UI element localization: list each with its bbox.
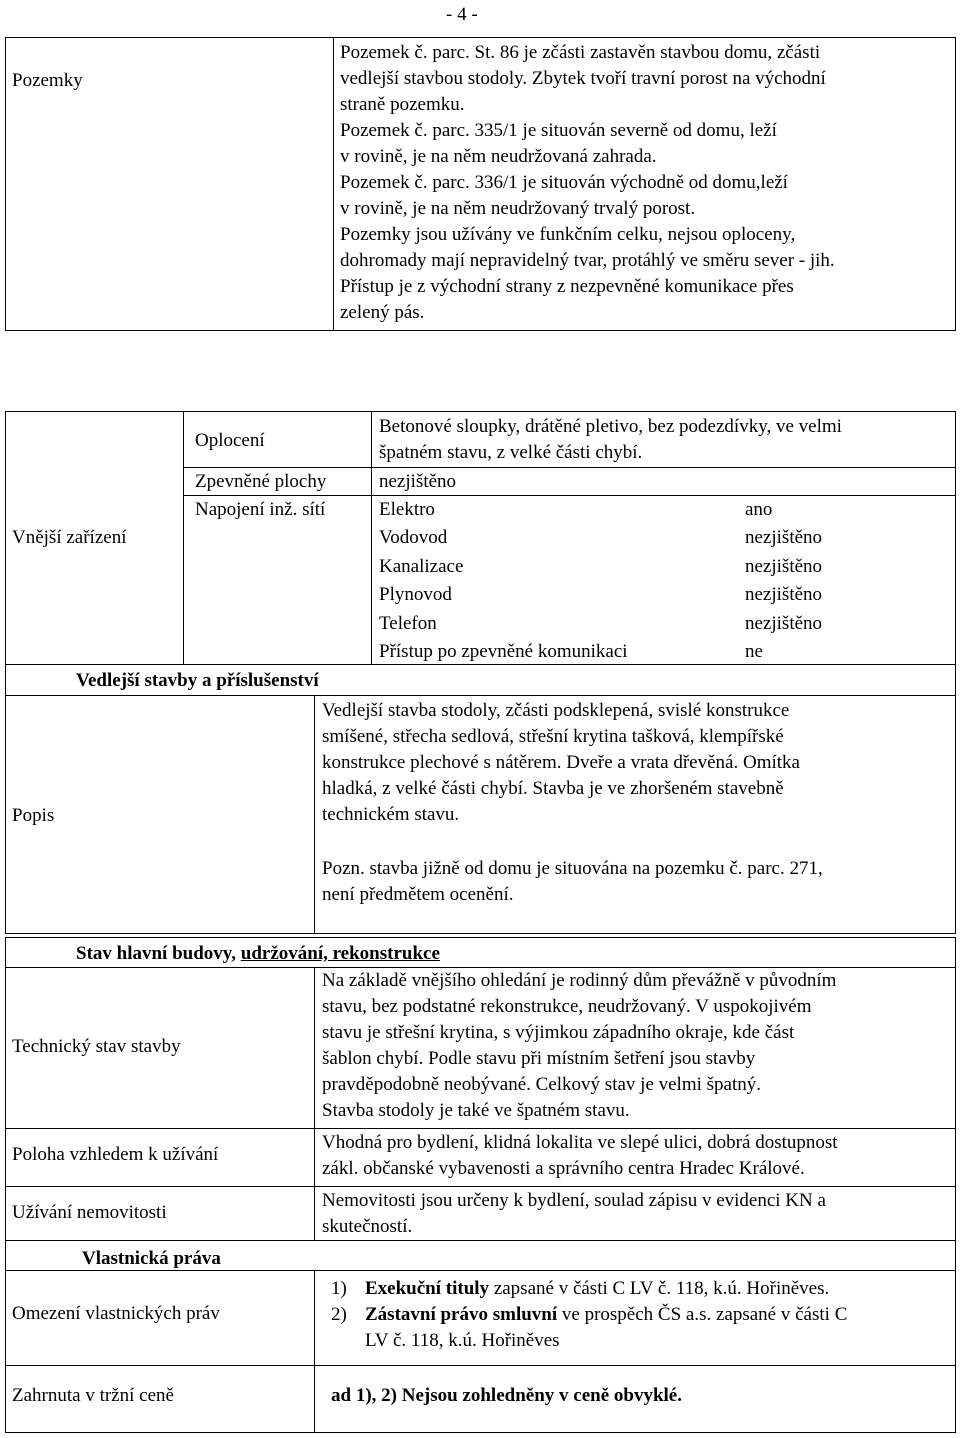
- zpevnene-label: Zpevněné plochy: [195, 471, 327, 492]
- vedlejsi-heading: Vedlejší stavby a příslušenství: [76, 670, 319, 691]
- site-list: [379, 497, 823, 667]
- poloha-value: Vhodná pro bydlení, klidná lokalita ve slepé ulici, dobrá dostupnost zákl. občanské vybavenosti a správního centra Hradec Králové.: [322, 1132, 838, 1179]
- site-row: Plynovod nezjištěno: [379, 584, 823, 606]
- vlastnicka-heading: Vlastnická práva: [82, 1248, 221, 1269]
- technicky-stav-label: Technický stav stavby: [12, 1036, 181, 1057]
- omezeni-label: Omezení vlastnických práv: [12, 1303, 220, 1324]
- uzivani-value: Nemovitosti jsou určeny k bydlení, soulad zápisu v evidenci KN a skutečností.: [322, 1190, 826, 1237]
- site-row: Přístup po zpevněné komunikaci ne: [379, 640, 763, 662]
- uzivani-label: Užívání nemovitosti: [12, 1202, 167, 1223]
- site-row: Vodovod nezjištěno: [379, 527, 823, 549]
- vedlejsi-description: Vedlejší stavba stodoly, zčásti podsklepená, svislé konstrukce smíšené, střecha sedlová, střešní krytina tašková, klempířské konstrukce plechové s nátěrem. Dveře a vrata dřevěná. Omítka hladká, z velké části chybí. Stavba je ve zhoršeném stavebně technickém stavu.: [322, 700, 800, 825]
- site-row: Telefon nezjištěno: [379, 612, 823, 634]
- technicky-stav-value: Na základě vnějšího ohledání je rodinný dům převážně v původním stavu, bez podstatné rekonstrukce, neudržovaný. V uspokojivém stavu je střešní krytina, s výjimkou západního okraje, kde část šablon chybí. Podle stavu při místním šetření jsou stavby pravděpodobně neobývané. Celkový stav je velmi špatný. Stavba stodoly je také ve špatném stavu.: [322, 970, 837, 1121]
- site-row: Kanalizace nezjištěno: [379, 555, 823, 577]
- vedlejsi-note: Pozn. stavba jižně od domu je situována na pozemku č. parc. 271, není předmětem ocenění.: [322, 858, 823, 905]
- pozemky-description: Pozemek č. parc. St. 86 je zčásti zastavěn stavbou domu, zčásti vedlejší stavbou stodoly. Zbytek tvoří travní porost na východní straně pozemku. Pozemek č. parc. 335/1 je situován severně od domu, leží v rovině, je na něm neudržovaná zahrada. Pozemek č. parc. 336/1 je situován východně od domu,leží v rovině, je na něm neudržovaný trvalý porost. Pozemky jsou užívány ve funkčním celku, nejsou oploceny, dohromady mají nepravidelný tvar, protáhlý ve směru sever - jih. Přístup je z východní strany z nezpevněné komunikace přes zelený pás.: [340, 42, 835, 323]
- stav-heading: Stav hlavní budovy, udržování, rekonstrukce: [76, 943, 440, 964]
- list-item: 1) Exekuční tituly zapsané v části C LV č. 118, k.ú. Hořiněves.: [331, 1278, 830, 1299]
- zahrnuta-label: Zahrnuta v tržní ceně: [12, 1385, 174, 1406]
- napojeni-label: Napojení inž. sítí: [195, 499, 326, 520]
- oploceni-value: Betonové sloupky, drátěné pletivo, bez podezdívky, ve velmi špatném stavu, z velké části chybí.: [379, 416, 842, 463]
- oploceni-label: Oplocení: [195, 430, 265, 451]
- list-item: 2) Zástavní právo smluvní ve prospěch ČS a.s. zapsané v části C: [331, 1304, 848, 1325]
- site-row: Elektro ano: [379, 499, 773, 520]
- omezeni-list: 1) Exekuční tituly zapsané v části C LV č. 118, k.ú. Hořiněves. 2) Zástavní právo smluvní ve prospěch ČS a.s. zapsané v části C LV č. 118, k.ú. Hořiněves: [331, 1278, 848, 1351]
- vnejsi-label: Vnější zařízení: [12, 527, 127, 548]
- poloha-label: Poloha vzhledem k užívání: [12, 1144, 219, 1165]
- page-number: - 4 -: [446, 4, 478, 25]
- zahrnuta-value: ad 1), 2) Nejsou zohledněny v ceně obvyklé.: [331, 1385, 682, 1406]
- pozemky-label: Pozemky: [12, 70, 83, 91]
- popis-label: Popis: [12, 805, 55, 826]
- zpevnene-value: nezjištěno: [379, 471, 457, 492]
